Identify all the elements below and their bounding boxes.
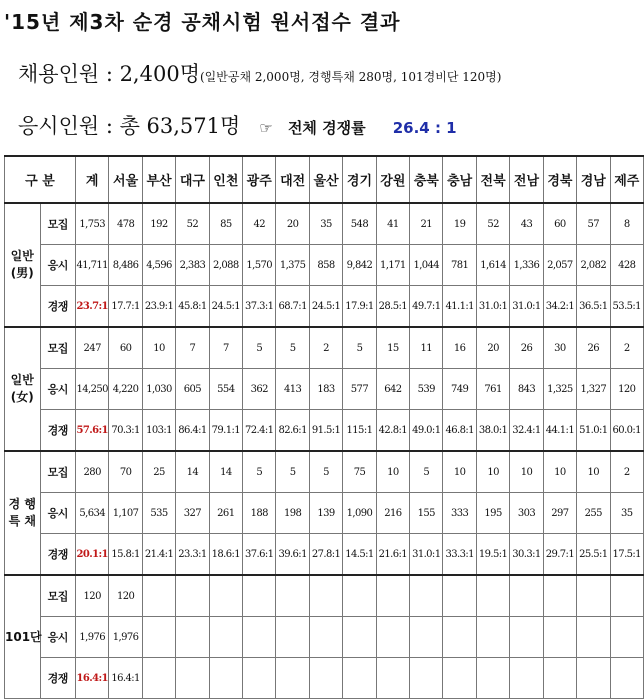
region-cell: 32.4:1 xyxy=(510,410,543,452)
region-cell: 9,842 xyxy=(343,245,376,286)
region-cell xyxy=(410,658,443,699)
region-cell: 216 xyxy=(376,493,409,534)
region-cell: 188 xyxy=(243,493,276,534)
region-cell xyxy=(276,658,309,699)
overall-rate-value: 26.4 : 1 xyxy=(392,119,457,137)
region-cell: 5 xyxy=(243,327,276,369)
region-cell xyxy=(510,617,543,658)
region-cell: 24.5:1 xyxy=(209,286,242,328)
header-cell: 충남 xyxy=(443,156,476,203)
region-cell xyxy=(577,617,610,658)
total-cell: 57.6:1 xyxy=(76,410,109,452)
pointing-hand-icon: ☞ xyxy=(259,119,273,137)
table-row xyxy=(5,575,644,617)
region-cell: 17.9:1 xyxy=(343,286,376,328)
region-cell: 1,030 xyxy=(142,369,175,410)
table-row xyxy=(5,658,644,699)
region-cell: 5 xyxy=(243,451,276,493)
row-label: 모집 xyxy=(40,327,76,369)
region-cell: 60 xyxy=(543,203,576,245)
row-label: 경쟁 xyxy=(40,658,76,699)
region-cell: 24.5:1 xyxy=(309,286,342,328)
table-row xyxy=(5,451,644,493)
region-cell: 35 xyxy=(309,203,342,245)
header-cell: 경남 xyxy=(577,156,610,203)
applicant-label: 응시인원 : 총 63,571명 xyxy=(18,114,241,138)
header-cell: 인천 xyxy=(209,156,242,203)
applicant-summary xyxy=(18,110,457,140)
region-cell: 478 xyxy=(109,203,142,245)
region-cell: 46.8:1 xyxy=(443,410,476,452)
region-cell xyxy=(476,617,509,658)
region-cell xyxy=(209,575,242,617)
region-cell: 1,044 xyxy=(410,245,443,286)
region-cell: 120 xyxy=(610,369,644,410)
region-cell: 1,327 xyxy=(577,369,610,410)
region-cell: 8 xyxy=(610,203,644,245)
table-row xyxy=(5,203,644,245)
region-cell: 29.7:1 xyxy=(543,534,576,576)
region-cell xyxy=(309,658,342,699)
region-cell xyxy=(577,575,610,617)
region-cell: 45.8:1 xyxy=(176,286,209,328)
table-row xyxy=(5,327,644,369)
region-cell: 605 xyxy=(176,369,209,410)
region-cell: 11 xyxy=(410,327,443,369)
region-cell: 79.1:1 xyxy=(209,410,242,452)
table-row xyxy=(5,369,644,410)
hiring-summary xyxy=(18,58,501,88)
region-cell: 2 xyxy=(610,451,644,493)
region-cell: 8,486 xyxy=(109,245,142,286)
row-label: 모집 xyxy=(40,575,76,617)
region-cell: 115:1 xyxy=(343,410,376,452)
header-cell: 전남 xyxy=(510,156,543,203)
region-cell xyxy=(142,575,175,617)
region-cell: 2 xyxy=(309,327,342,369)
region-cell: 31.0:1 xyxy=(410,534,443,576)
header-cell: 충북 xyxy=(410,156,443,203)
region-cell xyxy=(376,575,409,617)
region-cell: 303 xyxy=(510,493,543,534)
region-cell: 17.5:1 xyxy=(610,534,644,576)
region-cell: 7 xyxy=(176,327,209,369)
region-cell xyxy=(510,658,543,699)
region-cell: 255 xyxy=(577,493,610,534)
region-cell: 72.4:1 xyxy=(243,410,276,452)
region-cell xyxy=(510,575,543,617)
region-cell xyxy=(209,658,242,699)
region-cell xyxy=(176,575,209,617)
region-cell xyxy=(209,617,242,658)
region-cell: 333 xyxy=(443,493,476,534)
region-cell: 198 xyxy=(276,493,309,534)
region-cell: 10 xyxy=(476,451,509,493)
region-cell: 49.7:1 xyxy=(410,286,443,328)
region-cell: 362 xyxy=(243,369,276,410)
region-cell: 28.5:1 xyxy=(376,286,409,328)
region-cell: 539 xyxy=(410,369,443,410)
region-cell: 18.6:1 xyxy=(209,534,242,576)
region-cell xyxy=(577,658,610,699)
region-cell: 37.6:1 xyxy=(243,534,276,576)
region-cell: 2,088 xyxy=(209,245,242,286)
region-cell: 327 xyxy=(176,493,209,534)
group-label: 경 행 특 채 xyxy=(5,451,41,575)
region-cell: 297 xyxy=(543,493,576,534)
group-label: 일반 (女) xyxy=(5,327,41,451)
region-cell: 27.8:1 xyxy=(309,534,342,576)
total-cell: 16.4:1 xyxy=(76,658,109,699)
region-cell: 535 xyxy=(142,493,175,534)
region-cell: 60.0:1 xyxy=(610,410,644,452)
region-cell: 20 xyxy=(276,203,309,245)
total-cell: 23.7:1 xyxy=(76,286,109,328)
region-cell xyxy=(309,575,342,617)
region-cell: 34.2:1 xyxy=(543,286,576,328)
header-cell: 대전 xyxy=(276,156,309,203)
region-cell: 39.6:1 xyxy=(276,534,309,576)
region-cell: 2,057 xyxy=(543,245,576,286)
region-cell: 155 xyxy=(410,493,443,534)
region-cell: 577 xyxy=(343,369,376,410)
table-row xyxy=(5,617,644,658)
region-cell: 548 xyxy=(343,203,376,245)
region-cell: 31.0:1 xyxy=(510,286,543,328)
region-cell: 60 xyxy=(109,327,142,369)
table-row xyxy=(5,493,644,534)
region-cell xyxy=(276,617,309,658)
region-cell: 42.8:1 xyxy=(376,410,409,452)
region-cell: 41 xyxy=(376,203,409,245)
header-category: 구 분 xyxy=(5,156,76,203)
region-cell xyxy=(610,617,644,658)
region-cell: 10 xyxy=(142,327,175,369)
region-cell: 749 xyxy=(443,369,476,410)
region-cell xyxy=(176,617,209,658)
region-cell: 19 xyxy=(443,203,476,245)
region-cell: 1,614 xyxy=(476,245,509,286)
group-label: 일반 (男) xyxy=(5,203,41,327)
region-cell: 5 xyxy=(410,451,443,493)
total-cell: 41,711 xyxy=(76,245,109,286)
region-cell: 16.4:1 xyxy=(109,658,142,699)
region-cell xyxy=(476,575,509,617)
region-cell: 33.3:1 xyxy=(443,534,476,576)
region-cell: 1,171 xyxy=(376,245,409,286)
hiring-detail: (일반공채 2,000명, 경행특채 280명, 101경비단 120명) xyxy=(199,70,502,84)
region-cell: 21.4:1 xyxy=(142,534,175,576)
region-cell: 15 xyxy=(376,327,409,369)
region-cell: 183 xyxy=(309,369,342,410)
header-cell: 울산 xyxy=(309,156,342,203)
region-cell: 843 xyxy=(510,369,543,410)
region-cell: 7 xyxy=(209,327,242,369)
region-cell xyxy=(343,575,376,617)
region-cell: 38.0:1 xyxy=(476,410,509,452)
region-cell: 43 xyxy=(510,203,543,245)
region-cell: 86.4:1 xyxy=(176,410,209,452)
region-cell: 52 xyxy=(176,203,209,245)
region-cell: 75 xyxy=(343,451,376,493)
region-cell: 139 xyxy=(309,493,342,534)
region-cell: 5 xyxy=(276,451,309,493)
region-cell: 642 xyxy=(376,369,409,410)
region-cell: 1,336 xyxy=(510,245,543,286)
header-cell: 경기 xyxy=(343,156,376,203)
row-label: 응시 xyxy=(40,493,76,534)
overall-rate-label: 전체 경쟁률 xyxy=(287,119,366,137)
region-cell: 31.0:1 xyxy=(476,286,509,328)
region-cell xyxy=(610,658,644,699)
header-cell: 광주 xyxy=(243,156,276,203)
region-cell xyxy=(243,575,276,617)
region-cell: 192 xyxy=(142,203,175,245)
region-cell: 53.5:1 xyxy=(610,286,644,328)
region-cell: 103:1 xyxy=(142,410,175,452)
region-cell xyxy=(443,658,476,699)
region-cell: 35 xyxy=(610,493,644,534)
region-cell: 10 xyxy=(443,451,476,493)
region-cell: 19.5:1 xyxy=(476,534,509,576)
region-cell xyxy=(309,617,342,658)
region-cell: 21.6:1 xyxy=(376,534,409,576)
region-cell: 858 xyxy=(309,245,342,286)
region-cell xyxy=(243,658,276,699)
region-cell: 30.3:1 xyxy=(510,534,543,576)
region-cell: 68.7:1 xyxy=(276,286,309,328)
total-cell: 1,753 xyxy=(76,203,109,245)
region-cell: 4,596 xyxy=(142,245,175,286)
table-row xyxy=(5,245,644,286)
total-cell: 5,634 xyxy=(76,493,109,534)
region-cell: 10 xyxy=(376,451,409,493)
region-cell: 23.3:1 xyxy=(176,534,209,576)
region-cell: 120 xyxy=(109,575,142,617)
header-cell: 제주 xyxy=(610,156,644,203)
region-cell: 761 xyxy=(476,369,509,410)
total-cell: 20.1:1 xyxy=(76,534,109,576)
row-label: 모집 xyxy=(40,451,76,493)
region-cell: 15.8:1 xyxy=(109,534,142,576)
region-cell: 2 xyxy=(610,327,644,369)
region-cell: 26 xyxy=(510,327,543,369)
region-cell: 42 xyxy=(243,203,276,245)
region-cell: 10 xyxy=(577,451,610,493)
region-cell: 82.6:1 xyxy=(276,410,309,452)
region-cell: 261 xyxy=(209,493,242,534)
region-cell: 14 xyxy=(176,451,209,493)
region-cell: 44.1:1 xyxy=(543,410,576,452)
region-cell: 10 xyxy=(510,451,543,493)
region-cell: 16 xyxy=(443,327,476,369)
region-cell: 14 xyxy=(209,451,242,493)
total-cell: 120 xyxy=(76,575,109,617)
region-cell: 51.0:1 xyxy=(577,410,610,452)
table-header-row xyxy=(5,156,644,203)
region-cell xyxy=(610,575,644,617)
region-cell xyxy=(410,575,443,617)
region-cell: 428 xyxy=(610,245,644,286)
region-cell: 1,325 xyxy=(543,369,576,410)
region-cell: 2,082 xyxy=(577,245,610,286)
region-cell: 1,090 xyxy=(343,493,376,534)
region-cell xyxy=(142,617,175,658)
header-cell: 서울 xyxy=(109,156,142,203)
region-cell: 25 xyxy=(142,451,175,493)
group-label: 101단 xyxy=(5,575,41,699)
total-cell: 280 xyxy=(76,451,109,493)
region-cell: 70 xyxy=(109,451,142,493)
total-cell: 14,250 xyxy=(76,369,109,410)
row-label: 경쟁 xyxy=(40,286,76,328)
region-cell: 195 xyxy=(476,493,509,534)
region-cell: 21 xyxy=(410,203,443,245)
region-cell: 70.3:1 xyxy=(109,410,142,452)
region-cell: 25.5:1 xyxy=(577,534,610,576)
table-row xyxy=(5,534,644,576)
region-cell: 2,383 xyxy=(176,245,209,286)
header-cell: 전북 xyxy=(476,156,509,203)
region-cell: 14.5:1 xyxy=(343,534,376,576)
region-cell: 26 xyxy=(577,327,610,369)
region-cell: 41.1:1 xyxy=(443,286,476,328)
region-cell: 10 xyxy=(543,451,576,493)
results-table xyxy=(4,155,644,699)
table-row xyxy=(5,286,644,328)
region-cell xyxy=(343,617,376,658)
region-cell xyxy=(376,658,409,699)
region-cell: 49.0:1 xyxy=(410,410,443,452)
row-label: 응시 xyxy=(40,369,76,410)
total-cell: 247 xyxy=(76,327,109,369)
region-cell: 5 xyxy=(276,327,309,369)
region-cell xyxy=(176,658,209,699)
region-cell xyxy=(543,575,576,617)
region-cell: 23.9:1 xyxy=(142,286,175,328)
header-cell: 계 xyxy=(76,156,109,203)
region-cell xyxy=(410,617,443,658)
region-cell: 413 xyxy=(276,369,309,410)
header-cell: 대구 xyxy=(176,156,209,203)
region-cell: 554 xyxy=(209,369,242,410)
row-label: 응시 xyxy=(40,617,76,658)
region-cell: 37.3:1 xyxy=(243,286,276,328)
region-cell: 1,107 xyxy=(109,493,142,534)
region-cell: 20 xyxy=(476,327,509,369)
region-cell xyxy=(243,617,276,658)
region-cell xyxy=(543,617,576,658)
region-cell xyxy=(343,658,376,699)
header-cell: 강원 xyxy=(376,156,409,203)
region-cell: 4,220 xyxy=(109,369,142,410)
region-cell: 52 xyxy=(476,203,509,245)
header-cell: 경북 xyxy=(543,156,576,203)
region-cell: 57 xyxy=(577,203,610,245)
region-cell: 85 xyxy=(209,203,242,245)
region-cell: 1,375 xyxy=(276,245,309,286)
region-cell: 781 xyxy=(443,245,476,286)
hiring-label: 채용인원 : 2,400명 xyxy=(18,62,200,86)
region-cell: 30 xyxy=(543,327,576,369)
region-cell: 17.7:1 xyxy=(109,286,142,328)
page-title: '15년 제3차 순경 공채시험 원서접수 결과 xyxy=(4,10,401,34)
row-label: 모집 xyxy=(40,203,76,245)
region-cell xyxy=(376,617,409,658)
region-cell: 5 xyxy=(343,327,376,369)
region-cell: 36.5:1 xyxy=(577,286,610,328)
region-cell: 5 xyxy=(309,451,342,493)
region-cell: 1,570 xyxy=(243,245,276,286)
header-cell: 부산 xyxy=(142,156,175,203)
region-cell: 91.5:1 xyxy=(309,410,342,452)
row-label: 응시 xyxy=(40,245,76,286)
table-row xyxy=(5,410,644,452)
region-cell xyxy=(142,658,175,699)
region-cell xyxy=(443,575,476,617)
region-cell xyxy=(443,617,476,658)
row-label: 경쟁 xyxy=(40,534,76,576)
region-cell xyxy=(276,575,309,617)
region-cell: 1,976 xyxy=(109,617,142,658)
row-label: 경쟁 xyxy=(40,410,76,452)
region-cell xyxy=(543,658,576,699)
total-cell: 1,976 xyxy=(76,617,109,658)
region-cell xyxy=(476,658,509,699)
